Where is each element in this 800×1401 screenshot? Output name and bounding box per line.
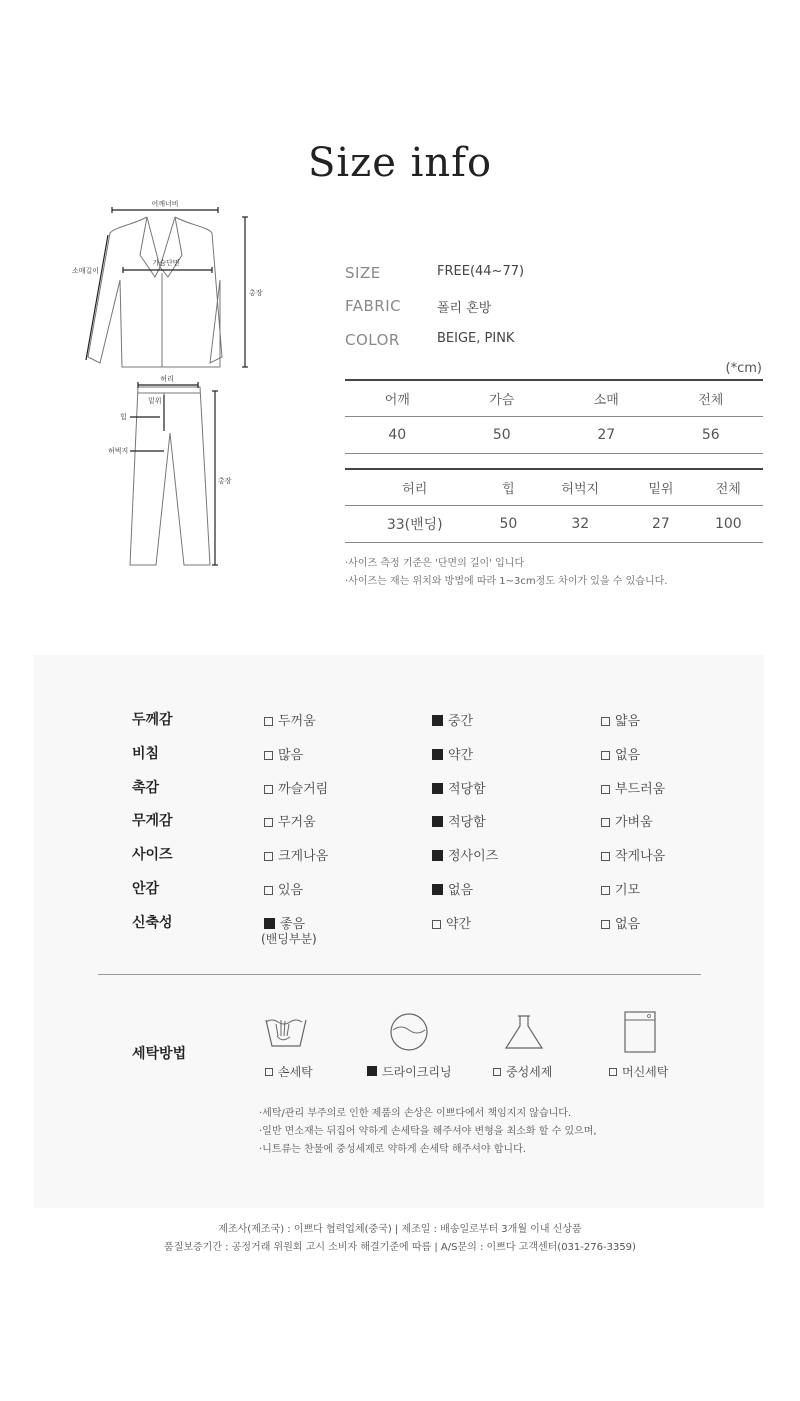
table-row bbox=[345, 506, 763, 543]
checkbox-icon bbox=[493, 1068, 501, 1076]
pants-drawing bbox=[130, 387, 210, 565]
info-fabric bbox=[345, 297, 765, 321]
table-header: 밑위 bbox=[628, 469, 693, 506]
checkbox-icon bbox=[432, 920, 441, 929]
checkbox-checked-icon bbox=[432, 884, 443, 895]
checkbox-icon bbox=[601, 886, 610, 895]
size-notes bbox=[345, 555, 667, 591]
option-label: 드라이크리닝 bbox=[382, 1065, 452, 1079]
option-runs-small bbox=[601, 845, 665, 864]
table-header: 전체 bbox=[659, 380, 764, 417]
checkbox-icon bbox=[265, 1068, 273, 1076]
option-label: 까슬거림 bbox=[278, 782, 329, 797]
footer-warranty: 품질보증기간 : 공정거래 위원회 고시 소비자 해결기준에 따름 | A/S문의 : 이쁘다 고객센터(031-276-3359) bbox=[164, 1242, 636, 1253]
option-label: 작게나옴 bbox=[615, 849, 666, 864]
sleeve-label: 소매길이 bbox=[72, 267, 100, 275]
unit-label: (*cm) bbox=[725, 361, 762, 376]
checkbox-icon bbox=[609, 1068, 617, 1076]
checkbox-checked-icon bbox=[432, 715, 443, 726]
size-note: ·사이즈는 재는 위치와 방법에 따라 1~3cm정도 차이가 있을 수 있습니다. bbox=[345, 576, 668, 587]
option-label: 기모 bbox=[615, 883, 641, 898]
table-header: 전체 bbox=[694, 469, 763, 506]
checkbox-icon bbox=[264, 785, 273, 794]
option-label: 가벼움 bbox=[615, 815, 653, 830]
attr-lining-label: 안감 bbox=[132, 881, 160, 897]
table-cell: 27 bbox=[554, 417, 659, 454]
wash-option-machine bbox=[609, 1063, 668, 1080]
wash-option-dry bbox=[367, 1063, 452, 1080]
checkbox-checked-icon bbox=[432, 749, 443, 760]
info-key: SIZE bbox=[345, 264, 381, 282]
option-label: 중성세제 bbox=[506, 1065, 553, 1079]
option-label: 약간 bbox=[446, 917, 472, 932]
checkbox-icon bbox=[601, 785, 610, 794]
checkbox-icon bbox=[601, 751, 610, 760]
wash-notes bbox=[259, 1105, 597, 1159]
info-key: COLOR bbox=[345, 331, 400, 349]
checkbox-icon bbox=[601, 717, 610, 726]
waist-label: 허리 bbox=[160, 375, 174, 383]
machine-wash-icon bbox=[617, 1010, 661, 1054]
chest-label: 가슴단면 bbox=[152, 259, 180, 267]
option-label: 두꺼움 bbox=[278, 714, 316, 729]
option-none bbox=[601, 744, 640, 763]
table-header: 허벅지 bbox=[532, 469, 628, 506]
bottom-size-table bbox=[345, 468, 763, 543]
checkbox-icon bbox=[601, 852, 610, 861]
stretch-sub-note: (밴딩부분) bbox=[261, 932, 317, 946]
option-label: 적당함 bbox=[448, 815, 486, 830]
garment-diagram bbox=[60, 195, 280, 575]
option-runs-large bbox=[264, 845, 328, 864]
option-label: 좋음 bbox=[280, 917, 306, 932]
thigh-label: 허벅지 bbox=[108, 447, 129, 455]
option-thick bbox=[264, 710, 316, 729]
option-label: 머신세탁 bbox=[622, 1065, 669, 1079]
option-fleece bbox=[601, 879, 640, 898]
table-header: 소매 bbox=[554, 380, 659, 417]
table-cell: 50 bbox=[485, 506, 533, 543]
attributes-panel bbox=[34, 655, 764, 1208]
option-soft bbox=[601, 778, 665, 797]
option-label: 크게나옴 bbox=[278, 849, 329, 864]
table-header: 허리 bbox=[345, 469, 485, 506]
table-cell: 27 bbox=[628, 506, 693, 543]
neutral-detergent-icon bbox=[502, 1010, 546, 1054]
table-cell: 40 bbox=[345, 417, 450, 454]
bottom-length-label: 총장 bbox=[218, 477, 232, 485]
option-light bbox=[601, 811, 653, 830]
option-thin bbox=[601, 710, 640, 729]
info-value: BEIGE, PINK bbox=[437, 331, 515, 346]
checkbox-checked-icon bbox=[432, 783, 443, 794]
checkbox-icon bbox=[601, 818, 610, 827]
top-length-label: 총장 bbox=[249, 289, 263, 297]
option-unlined bbox=[432, 879, 473, 898]
wash-note: ·일반 면소재는 뒤집어 약하게 손세탁을 해주셔야 변형을 최소화 할 수 있으며, bbox=[259, 1126, 597, 1137]
checkbox-checked-icon bbox=[432, 850, 443, 861]
option-no-stretch bbox=[601, 913, 640, 932]
option-label: 적당함 bbox=[448, 782, 486, 797]
option-label: 얇음 bbox=[615, 714, 641, 729]
wash-option-neutral bbox=[493, 1063, 552, 1080]
attr-stretch-label: 신축성 bbox=[132, 915, 173, 931]
option-lined bbox=[264, 879, 303, 898]
checkbox-icon bbox=[264, 818, 273, 827]
table-header: 가슴 bbox=[450, 380, 555, 417]
size-note: ·사이즈 측정 기준은 '단면의 길이' 입니다 bbox=[345, 558, 525, 569]
attr-sheerness-label: 비침 bbox=[132, 746, 160, 762]
wash-option-hand bbox=[265, 1063, 313, 1080]
option-label: 없음 bbox=[615, 917, 641, 932]
table-cell: 100 bbox=[694, 506, 763, 543]
wash-note: ·세탁/관리 부주의로 인한 제품의 손상은 이쁘다에서 책임지지 않습니다. bbox=[259, 1108, 572, 1119]
info-size bbox=[345, 264, 765, 288]
checkbox-icon bbox=[264, 886, 273, 895]
checkbox-checked-icon bbox=[432, 816, 443, 827]
option-medium bbox=[432, 710, 473, 729]
checkbox-checked-icon bbox=[264, 918, 275, 929]
attr-texture-label: 촉감 bbox=[132, 780, 160, 796]
hip-label: 힙 bbox=[120, 413, 127, 421]
option-rough bbox=[264, 778, 328, 797]
option-label: 손세탁 bbox=[278, 1065, 313, 1079]
option-label: 무거움 bbox=[278, 815, 316, 830]
table-header-row bbox=[345, 469, 763, 506]
table-header: 힙 bbox=[485, 469, 533, 506]
option-label: 중간 bbox=[448, 714, 474, 729]
rise-label: 밑위 bbox=[148, 397, 162, 405]
option-label: 많음 bbox=[278, 748, 304, 763]
hand-wash-icon bbox=[264, 1010, 308, 1054]
option-label: 부드러움 bbox=[615, 782, 666, 797]
option-label: 없음 bbox=[448, 883, 474, 898]
info-color bbox=[345, 331, 765, 355]
checkbox-icon bbox=[601, 920, 610, 929]
table-cell: 50 bbox=[450, 417, 555, 454]
option-slight bbox=[432, 744, 473, 763]
table-cell: 32 bbox=[532, 506, 628, 543]
top-size-table bbox=[345, 379, 763, 454]
footer-manufacturer: 제조사(제조국) : 이쁘다 협력업체(중국) | 제조일 : 배송일로부터 3개월 이내 신상품 bbox=[218, 1224, 582, 1235]
table-cell: 33(밴딩) bbox=[345, 506, 485, 543]
table-header: 어깨 bbox=[345, 380, 450, 417]
option-slight-stretch bbox=[432, 913, 471, 932]
option-moderate bbox=[432, 778, 486, 797]
attr-weight-label: 무게감 bbox=[132, 813, 173, 829]
option-heavy bbox=[264, 811, 316, 830]
shoulder-label: 어깨너비 bbox=[151, 200, 179, 208]
table-cell: 56 bbox=[659, 417, 764, 454]
option-true-size bbox=[432, 845, 498, 864]
page-title: Size info bbox=[307, 140, 493, 186]
table-header-row bbox=[345, 380, 763, 417]
divider bbox=[98, 974, 701, 975]
info-value: 폴리 혼방 bbox=[437, 301, 492, 316]
option-label: 있음 bbox=[278, 883, 304, 898]
attr-thickness-label: 두께감 bbox=[132, 712, 173, 728]
option-much bbox=[264, 744, 303, 763]
wash-note: ·니트류는 찬물에 중성세제로 약하게 손세탁 해주셔야 합니다. bbox=[259, 1144, 526, 1155]
info-value: FREE(44~77) bbox=[437, 264, 525, 279]
option-label: 약간 bbox=[448, 748, 474, 763]
option-moderate-weight bbox=[432, 811, 486, 830]
dry-clean-icon bbox=[387, 1010, 431, 1054]
checkbox-icon bbox=[264, 852, 273, 861]
option-label: 정사이즈 bbox=[448, 849, 499, 864]
checkbox-icon bbox=[264, 751, 273, 760]
checkbox-checked-icon bbox=[367, 1066, 377, 1076]
jacket-drawing bbox=[88, 217, 222, 367]
attr-size-label: 사이즈 bbox=[132, 847, 173, 863]
checkbox-icon bbox=[264, 717, 273, 726]
option-label: 없음 bbox=[615, 748, 641, 763]
info-key: FABRIC bbox=[345, 297, 402, 315]
wash-method-label: 세탁방법 bbox=[132, 1046, 187, 1062]
table-row bbox=[345, 417, 763, 454]
